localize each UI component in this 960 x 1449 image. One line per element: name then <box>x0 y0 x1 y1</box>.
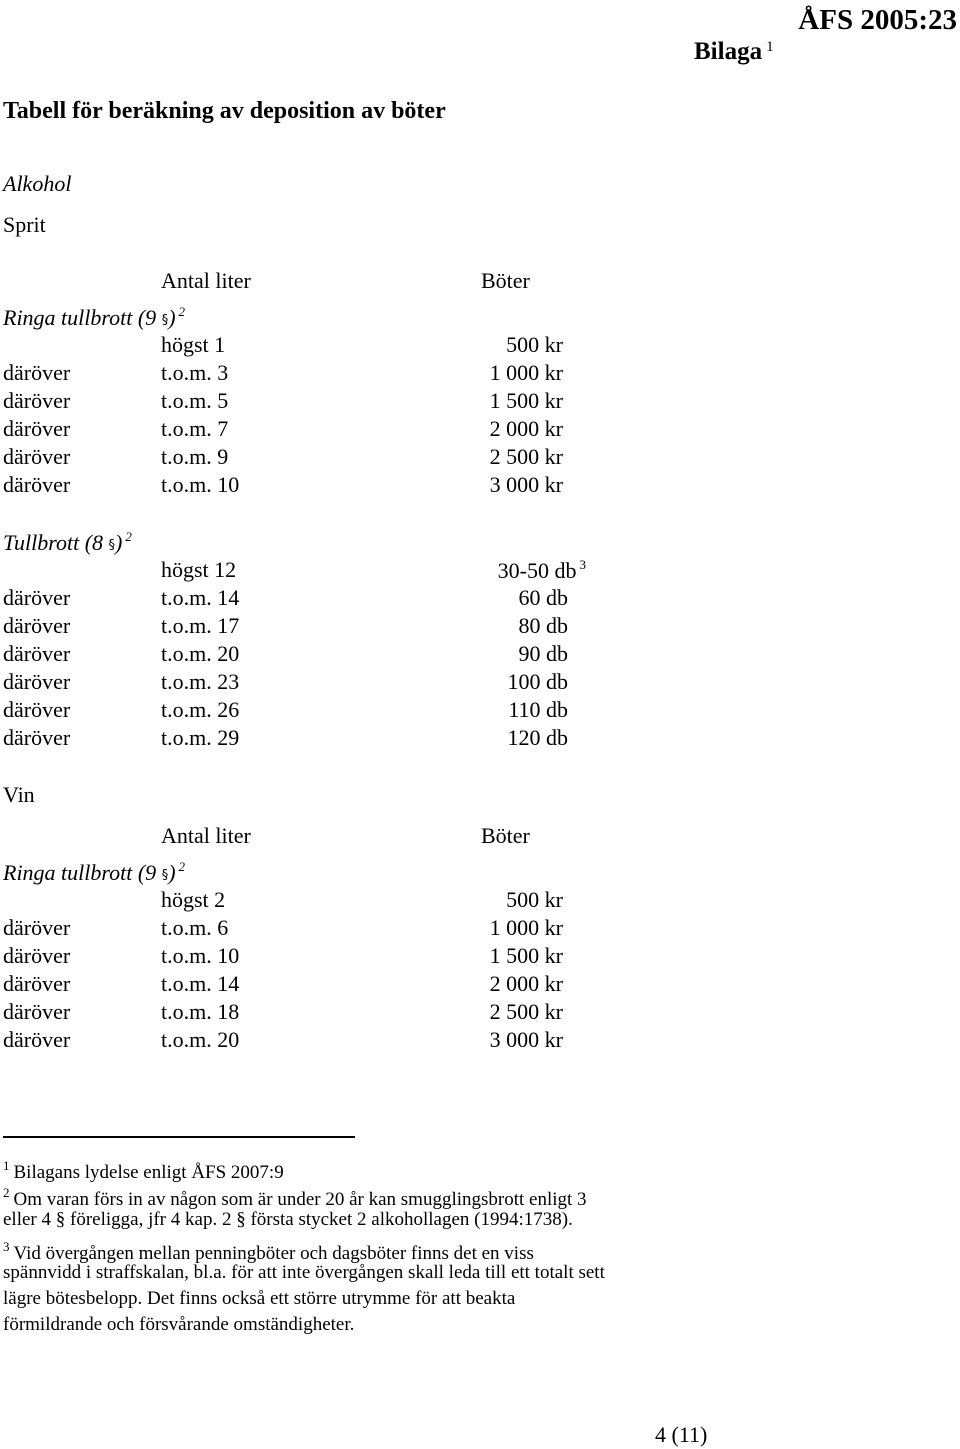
row-fine: 2 500 kr <box>489 444 563 469</box>
column-header-liters: Antal liter <box>161 268 251 293</box>
row-qualifier: däröver <box>3 999 71 1024</box>
row-liters: t.o.m. 17 <box>161 613 240 638</box>
row-fine: 1 500 kr <box>489 388 563 413</box>
footnote-ref: 2 <box>178 304 186 319</box>
table-row <box>0 585 600 613</box>
row-qualifier: däröver <box>3 416 71 441</box>
table-row <box>0 613 600 641</box>
footnote-ref: 2 <box>178 859 186 874</box>
row-liters: t.o.m. 14 <box>161 971 240 996</box>
row-qualifier: däröver <box>3 360 71 385</box>
footnote-number: 2 <box>3 1185 10 1200</box>
row-fine <box>498 557 586 584</box>
row-fine: 500 kr <box>506 332 563 357</box>
row-liters: t.o.m. 18 <box>161 999 240 1024</box>
row-qualifier: däröver <box>3 585 71 610</box>
row-qualifier: däröver <box>3 915 71 940</box>
row-liters: t.o.m. 10 <box>161 472 240 497</box>
row-fine: 110 db <box>508 697 568 722</box>
row-fine: 1 000 kr <box>489 915 563 940</box>
row-fine: 2 500 kr <box>489 999 563 1024</box>
row-liters: högst 12 <box>161 557 237 582</box>
footnote-2-line: eller 4 § föreligga, jfr 4 kap. 2 § första stycket 2 alkohollagen (1994:1738). <box>3 1209 573 1230</box>
table-row <box>0 332 600 360</box>
footnote-3-line: lägre bötesbelopp. Det finns också ett större utrymme för att beakta <box>3 1288 516 1309</box>
row-qualifier: däröver <box>3 444 71 469</box>
row-liters: t.o.m. 5 <box>161 388 229 413</box>
row-fine: 90 db <box>518 641 568 666</box>
row-liters: t.o.m. 7 <box>161 416 229 441</box>
table-row <box>0 999 600 1027</box>
paragraph-sign: § <box>161 313 169 328</box>
row-liters: t.o.m. 23 <box>161 669 240 694</box>
row-fine: 120 db <box>507 725 568 750</box>
appendix-label <box>694 38 774 66</box>
table-row <box>0 915 600 943</box>
row-fine-text: 30-50 db <box>497 558 577 583</box>
row-fine: 3 000 kr <box>489 472 563 497</box>
table-row <box>0 1027 600 1055</box>
row-qualifier: däröver <box>3 613 71 638</box>
footnote-number: 1 <box>3 1158 10 1173</box>
row-qualifier: däröver <box>3 388 71 413</box>
table-row <box>0 971 600 999</box>
group-heading-close: ) <box>168 860 176 885</box>
page-title: Tabell för beräkning av deposition av böter <box>3 98 446 124</box>
footnote-ref: 3 <box>579 557 586 572</box>
row-qualifier: däröver <box>3 697 71 722</box>
section-heading-alkohol: Alkohol <box>3 171 72 196</box>
appendix-label-text: Bilaga <box>694 38 763 65</box>
footnote-ref: 2 <box>125 529 132 544</box>
column-header-liters: Antal liter <box>161 823 251 848</box>
row-fine: 2 000 kr <box>489 971 563 996</box>
row-liters: t.o.m. 9 <box>161 444 229 469</box>
row-qualifier: däröver <box>3 971 71 996</box>
row-fine: 1 500 kr <box>489 943 563 968</box>
table-row <box>0 725 600 753</box>
row-liters: t.o.m. 29 <box>161 725 240 750</box>
table-row <box>0 388 600 416</box>
table-row <box>0 697 600 725</box>
row-qualifier: däröver <box>3 943 71 968</box>
group-heading-close: ) <box>115 530 123 555</box>
table-row <box>0 887 600 915</box>
row-liters: t.o.m. 20 <box>161 1027 240 1052</box>
group-heading-ringa-tullbrott <box>3 859 185 886</box>
row-fine: 2 000 kr <box>489 416 563 441</box>
paragraph-sign: § <box>161 868 169 883</box>
row-fine: 60 db <box>518 585 568 610</box>
row-liters: t.o.m. 14 <box>161 585 240 610</box>
footnote-text: Vid övergången mellan penningböter och dagsböter finns det en viss <box>13 1243 534 1264</box>
row-fine: 1 000 kr <box>489 360 563 385</box>
table-row <box>0 444 600 472</box>
group-heading-text: Ringa tullbrott (9 <box>3 860 157 885</box>
page-number: 4 (11) <box>655 1422 708 1447</box>
table-row <box>0 360 600 388</box>
group-heading-text: Ringa tullbrott (9 <box>3 305 157 330</box>
table-row <box>0 669 600 697</box>
paragraph-sign: § <box>108 538 116 553</box>
row-liters: t.o.m. 3 <box>161 360 229 385</box>
row-qualifier: däröver <box>3 1027 71 1052</box>
subsection-heading-vin: Vin <box>3 782 35 807</box>
footnote-text: Om varan förs in av någon som är under 20 år kan smugglingsbrott enligt 3 <box>13 1189 587 1210</box>
group-heading-close: ) <box>168 305 176 330</box>
footnote-separator <box>3 1136 355 1138</box>
column-header-fine: Böter <box>481 823 530 848</box>
row-fine: 3 000 kr <box>489 1027 563 1052</box>
document-id: ÅFS 2005:23 <box>798 4 957 36</box>
row-liters: t.o.m. 10 <box>161 943 240 968</box>
group-heading-ringa-tullbrott <box>3 304 185 331</box>
footnote-3-line: spännvidd i straffskalan, bl.a. för att inte övergången skall leda till ett totalt sett <box>3 1262 605 1283</box>
row-liters: t.o.m. 20 <box>161 641 240 666</box>
footnote-3-line: förmildrande och försvårande omständigheter. <box>3 1314 355 1335</box>
appendix-footnote-ref: 1 <box>766 39 774 55</box>
table-row <box>0 641 600 669</box>
column-header-fine: Böter <box>481 268 530 293</box>
row-fine: 500 kr <box>506 887 563 912</box>
subsection-heading-sprit: Sprit <box>3 212 46 237</box>
table-row <box>0 943 600 971</box>
group-heading-tullbrott <box>3 529 132 556</box>
row-liters: högst 1 <box>161 332 226 357</box>
row-qualifier: däröver <box>3 669 71 694</box>
row-qualifier: däröver <box>3 725 71 750</box>
row-fine: 100 db <box>507 669 568 694</box>
table-row <box>0 472 600 500</box>
group-heading-text: Tullbrott (8 <box>3 530 104 555</box>
row-liters: högst 2 <box>161 887 226 912</box>
footnote-number: 3 <box>3 1239 10 1254</box>
table-row <box>0 416 600 444</box>
row-qualifier: däröver <box>3 641 71 666</box>
footnote-text: Bilagans lydelse enligt ÅFS 2007:9 <box>13 1162 284 1183</box>
table-row <box>0 557 600 585</box>
row-liters: t.o.m. 26 <box>161 697 240 722</box>
row-liters: t.o.m. 6 <box>161 915 229 940</box>
row-fine: 80 db <box>518 613 568 638</box>
row-qualifier: däröver <box>3 472 71 497</box>
